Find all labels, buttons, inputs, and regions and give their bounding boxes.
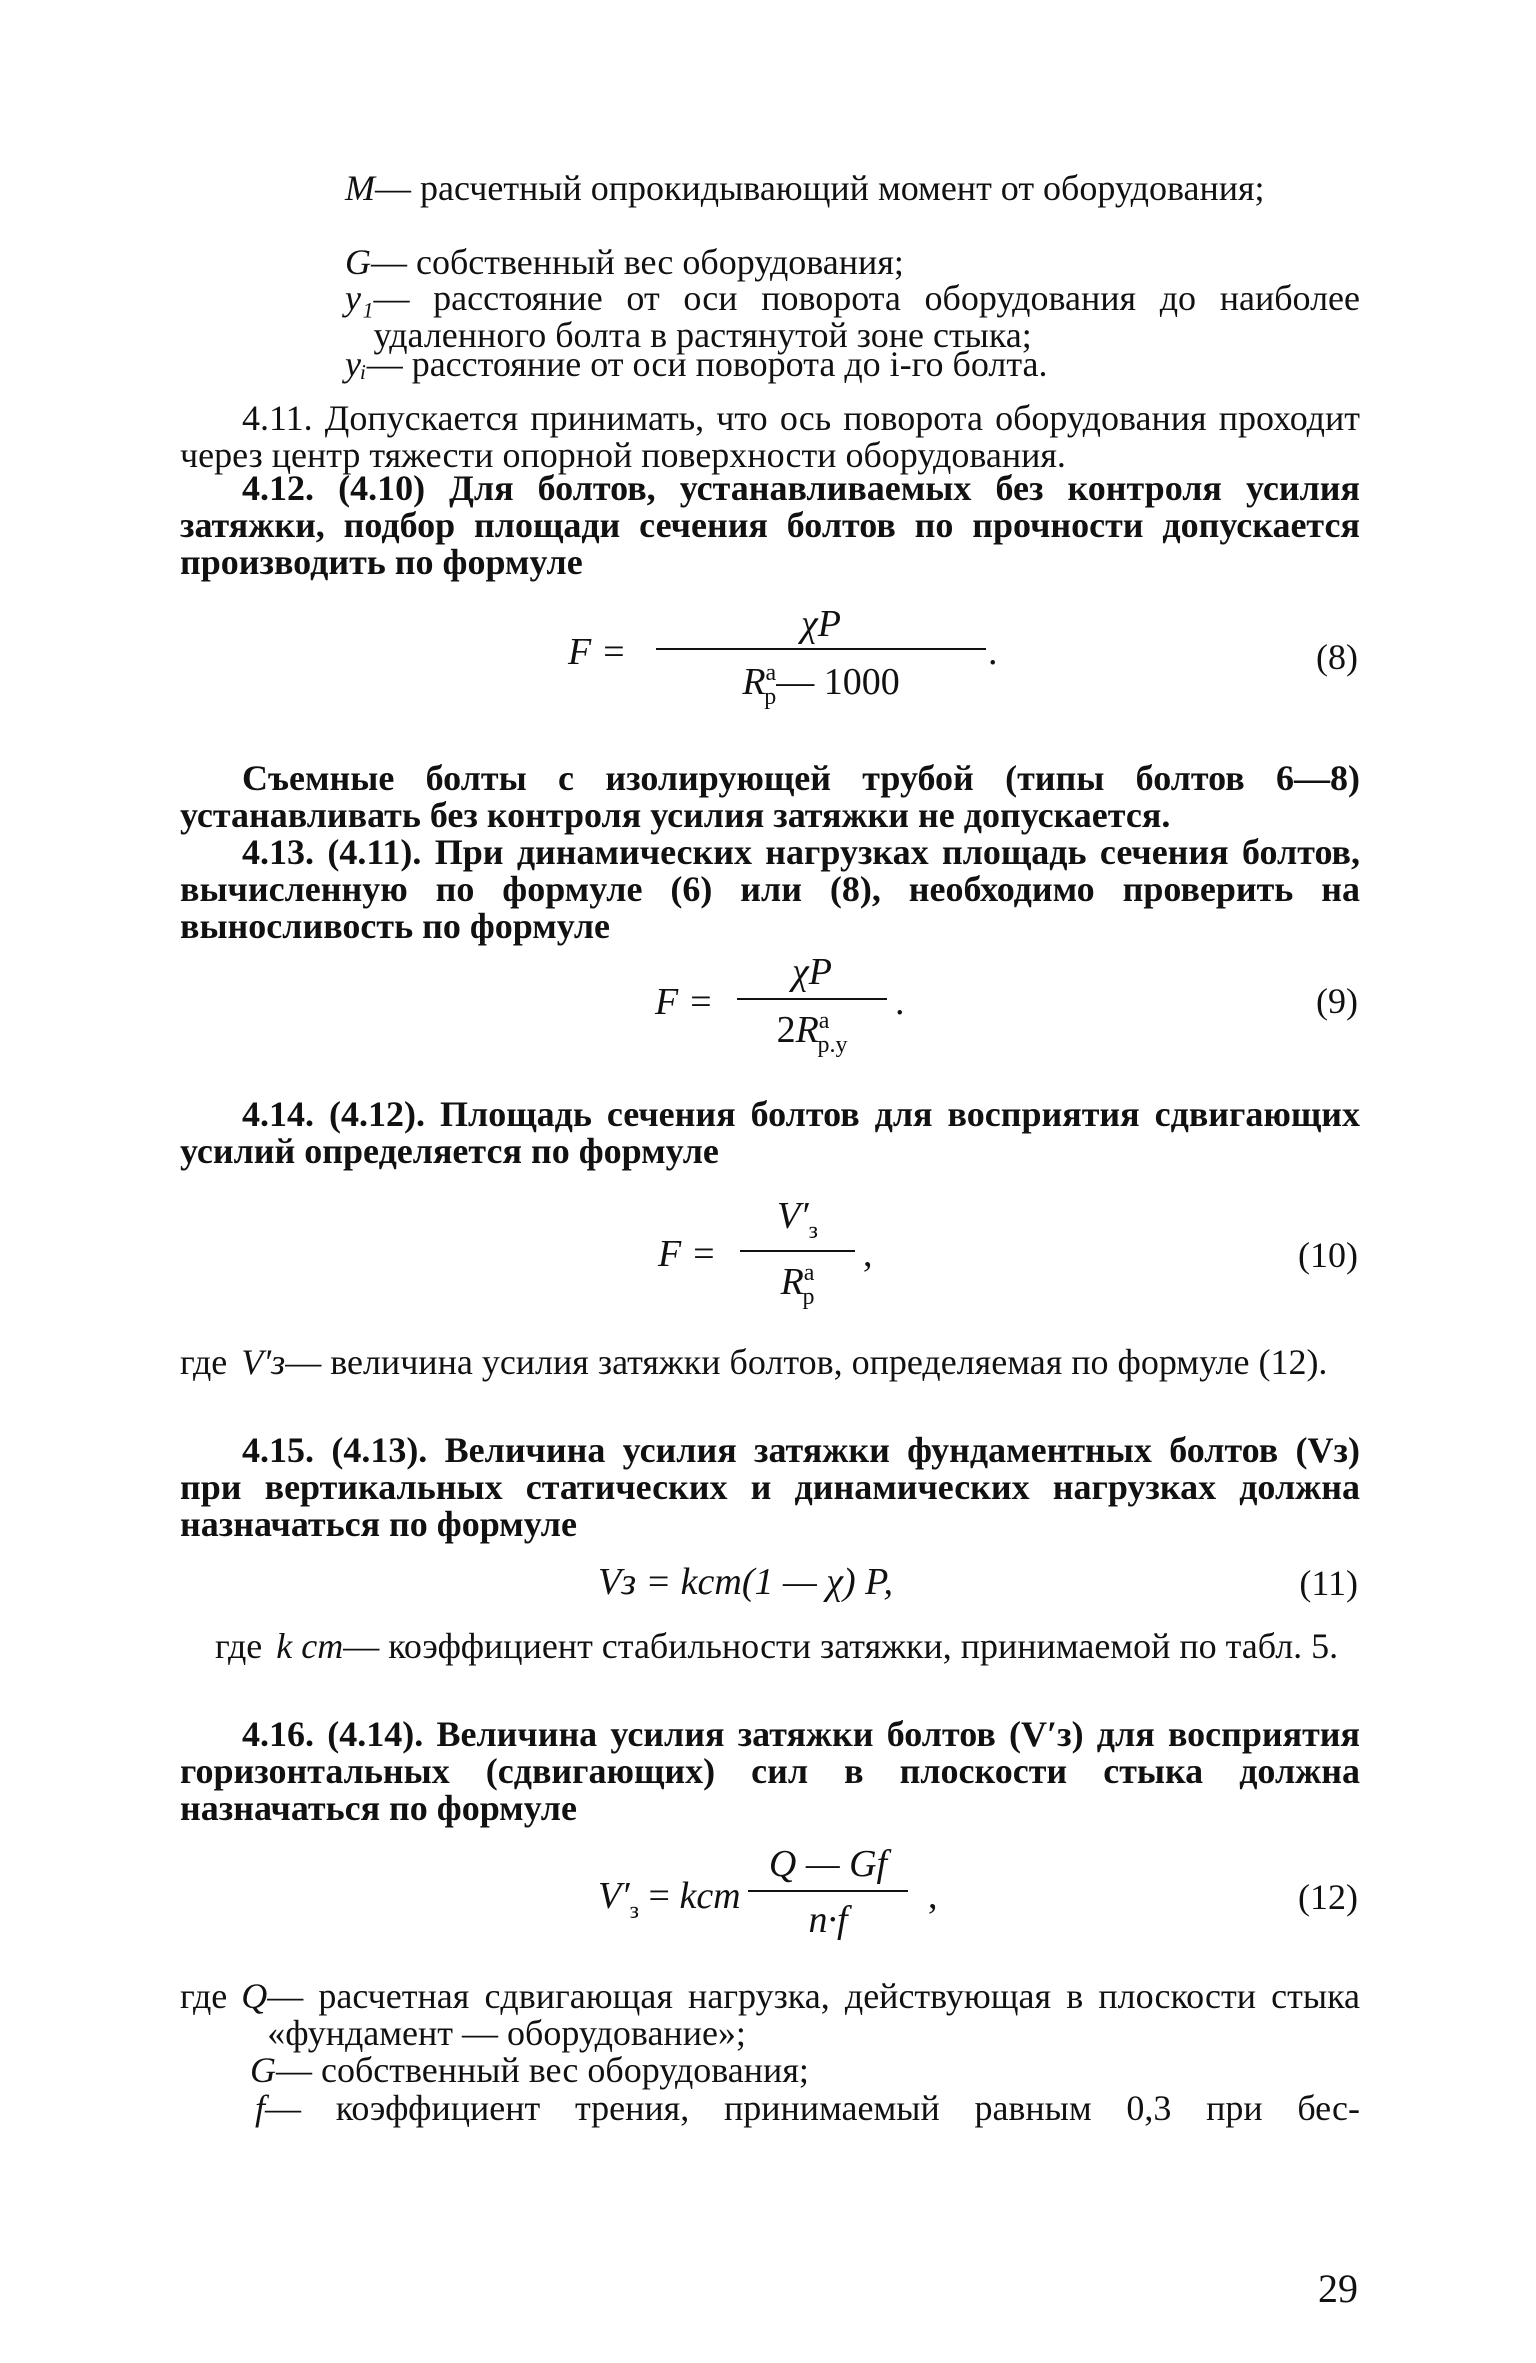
equation-9 [655,948,915,1063]
def-symbol: Q [241,1976,268,2016]
def-symbol: G [250,2050,276,2090]
where-lead: где [180,1976,228,2016]
eq8-numerator: χP [801,603,841,645]
eq12-k: kст [679,1875,741,1917]
page-number: 29 [1318,2266,1358,2311]
eq10-numerator [740,1194,855,1244]
def-text: — расчетный опрокидывающий момент от оборудования; [375,168,1265,208]
eq9-den-sub: р.у [817,1032,848,1058]
eq12-lhs-V: V′ [598,1875,630,1917]
eq9-den-pre: 2 [776,1009,796,1051]
def-text: — расстояние от оси поворота до i-го болта. [366,344,1048,384]
def-yi [345,346,1360,383]
where-kst [215,1628,1360,1665]
def-Q [180,1978,1360,2052]
eq9-tail: . [895,981,905,1023]
eq12-fraction [748,1840,908,1950]
eq11-number: (11) [1299,1563,1358,1603]
eq12-equals: = [648,1875,670,1917]
eq8-fraction-bar [656,648,986,650]
eq10-den-R: R [780,1261,804,1303]
where-V3 [180,1344,1360,1381]
eq10-num-sub: з [808,1218,818,1244]
eq8-den-R: R [742,661,766,703]
where-lead: где [180,1342,228,1382]
def-y1 [345,280,1360,354]
def-symbol: f [255,2088,266,2128]
paragraph-removable-bolts: Съемные болты с изолирующей трубой (типы болтов 6—8) устанавливать без контроля усилия затяжки не допускается. [180,758,1360,835]
eq12-number: (12) [1298,1877,1358,1917]
eq12-lhs-sub: з [629,1898,640,1924]
eq9-den-sup: а [818,1008,830,1034]
paragraph-4-12: 4.12. (4.10) Для болтов, устанавливаемых без контроля усилия затяжки, подбор площади сечения болтов по прочности допускается производить по формуле [180,468,1360,582]
eq12-lhs [598,1874,741,1924]
def-text: — расчетная сдвигающая нагрузка, действующая в плоскости стыка «фундамент — оборудование»; [267,1976,1360,2053]
def-G-bottom [250,2052,1360,2089]
eq9-fraction-bar [737,998,887,1000]
eq10-number: (10) [1298,1235,1358,1275]
eq8-denominator [656,660,986,710]
def-symbol: y₁ [345,278,374,318]
eq12-numerator: Q — Gf [768,1843,888,1885]
def-symbol: G [345,242,371,282]
equation-10 [658,1192,918,1322]
def-symbol: M [345,168,375,208]
def-text: — расстояние от оси поворота оборудования до наиболее удаленного болта в растянутой зоне стыка; [373,278,1360,355]
def-M [345,170,1335,207]
paragraph-4-16: 4.16. (4.14). Величина усилия затяжки болтов (V′з) для восприятия горизонтальных (сдвигающих) сил в плоскости стыка должна назначаться по формуле [180,1714,1360,1828]
paragraph-4-13: 4.13. (4.11). При динамических нагрузках площадь сечения болтов, вычисленную по формуле (6) или (8), необходимо проверить на выносливость по формуле [180,832,1360,946]
def-text: — коэффициент стабильности затяжки, принимаемой по табл. 5. [343,1626,1339,1666]
eq10-fraction-bar [740,1250,855,1252]
eq8-number: (8) [1316,637,1358,677]
eq8-den-sup: а [765,660,777,686]
eq8-tail: . [988,631,998,673]
eq10-fraction [740,1192,855,1322]
eq10-num-V: V′ [776,1195,809,1237]
eq9-den-R: R [795,1009,819,1051]
where-lead: где [215,1626,263,1666]
def-text: — величина усилия затяжки болтов, определяемая по формуле (12). [285,1342,1328,1382]
def-text: — собственный вес оборудования; [371,242,904,282]
def-symbol: yᵢ [345,344,367,384]
eq9-denominator [737,1008,887,1058]
paragraph-4-15: 4.15. (4.13). Величина усилия затяжки фундаментных болтов (Vз) при вертикальных статических и динамических нагрузках должна назначаться по формуле [180,1430,1360,1544]
eq10-den-sup: а [803,1260,815,1286]
eq12-fraction-bar [748,1890,908,1892]
eq10-den-sub: р [802,1284,815,1310]
paragraph-4-14: 4.14. (4.12). Площадь сечения болтов для восприятия сдвигающих усилий определяется по формуле [180,1094,1360,1171]
eq9-fraction [737,948,887,1063]
equation-11 [598,1560,893,1604]
def-text: — собственный вес оборудования; [276,2050,809,2090]
def-text: — коэффициент трения, принимаемый равным 0,3 при бес- [265,2088,1360,2128]
def-symbol: V′з [241,1342,286,1382]
eq12-tail: , [928,1875,938,1917]
eq8-fraction [656,600,986,710]
def-symbol: k ст [276,1626,344,1666]
paragraph-4-11: 4.11. Допускается принимать, что ось поворота оборудования проходит через центр тяжести опорной поверхности оборудования. [180,398,1360,475]
eq9-lhs: F = [655,981,714,1023]
eq12-denominator: n·f [808,1899,848,1941]
def-G [345,244,1335,281]
eq9-number: (9) [1316,981,1358,1021]
eq10-denominator [740,1260,855,1310]
eq11-text: Vз = kст(1 — χ) P, [598,1561,893,1603]
equation-8 [568,600,998,710]
eq8-lhs: F = [568,631,627,673]
eq8-den-sub: р [764,684,777,710]
eq10-lhs: F = [658,1233,717,1275]
eq9-numerator: χP [792,951,832,993]
eq8-den-rest: — 1000 [776,661,900,703]
equation-12 [598,1840,958,1950]
def-f [255,2090,1360,2127]
eq10-tail: , [863,1233,873,1275]
